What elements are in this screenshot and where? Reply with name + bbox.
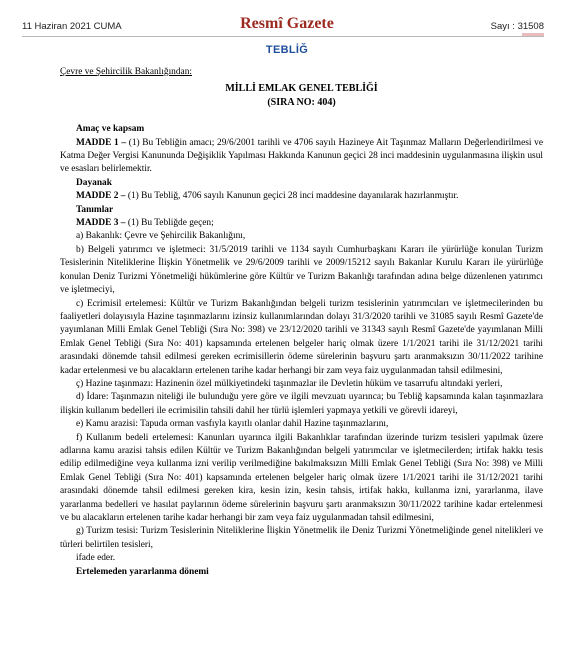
article-2-text: (1) Bu Tebliğ, 4706 sayılı Kanunun geçici 28 inci maddesine dayanılarak hazırlanmıştır. (125, 191, 459, 202)
closing-phrase: ifade eder. (76, 553, 116, 564)
definition-e: e) Kamu arazisi: Tapuda orman vasfıyla kayıtlı olanlar dahil Hazine taşınmazlarını, (76, 419, 389, 430)
header-divider (22, 36, 544, 37)
definition-f: f) Kullanım bedeli ertelemesi: Kanunları uyarınca ilgili Bakanlıklar tarafından üzerinde turizm tesisleri yapılmak üzere adlarına kamu arazisi tahsis edilen Kültür ve Turizm Bakanlığından belgeli yatırımcılar ve işletmecilerden; irtifak hakkı tesis edilip edilmediğine veya kullanma izni verilip verilmediğine bakılmaksızın Milli Emlak Genel Tebliği (Sıra No: 398) ve Milli Emlak Genel Tebliği (Sıra No: 401) kapsamında ertelenen belgeler hariç olmak üzere 1/1/2021 tarihi ile 31/12/2021 tarihi arasındaki dönemde tahsil edilmesi gereken kira, kesin izin, kesin tahsis, irtifak hakkı, kullanma izni, yararlanma, ilave yararlanma bedelleri ve hasılat paylarının ödeme sürelerinin başvuru şartı aranmaksızın 30/11/2022 tarihine kadar ertelenmesi ve bu alacakların ertelenen tarihe kadar herhangi bir zam veya faiz uygulanmadan tahsil edilmesini, (60, 432, 543, 523)
definition-a: a) Bakanlık: Çevre ve Şehircilik Bakanlığını, (76, 231, 246, 242)
definition-c: c) Ecrimisil ertelemesi: Kültür ve Turizm Bakanlığından belgeli turizm tesislerinin yatırımcıları ve işletmecilerinden bu faaliyetleri dolayısıyla Hazine taşınmazlarını izinsiz kullanımlarından dolayı 31/3/2020 tarihli ve 31085 sayılı Resmî Gazete'de yayımlanan Milli Emlak Genel Tebliği (Sıra No: 398) ve 23/12/2020 tarihli ve 31343 sayılı Resmî Gazete'de yayımlanan Milli Emlak Genel Tebliği (Sıra No: 401) kapsamında ertelenen belgeler hariç olmak üzere 1/1/2021 tarihi ile 31/12/2021 tarihi arasındaki dönemde tahsil edilmesi gereken ecrimisillerin ödeme sürelerinin başvuru şartı aranmaksızın 30/11/2022 tarihine kadar ertelenmesi ve bu alacakların ertelenen tarihe kadar herhangi bir zam veya faiz uygulanmadan tahsil edilmesini, (60, 298, 543, 376)
article-3-label: MADDE 3 – (76, 218, 126, 229)
heading-tanimlar: Tanımlar (76, 204, 114, 215)
heading-dayanak: Dayanak (76, 177, 112, 188)
issue-date: 11 Haziran 2021 CUMA (22, 21, 122, 32)
issuing-ministry: Çevre ve Şehircilik Bakanlığından: (60, 67, 192, 77)
document-body (60, 66, 543, 579)
definition-g: g) Turizm tesisi: Turizm Tesislerinin Niteliklerine İlişkin Yönetmelik ile Deniz Turizmi Yönetmeliğinde genel nitelikleri ve türleri belirtilen tesisleri, (60, 526, 543, 550)
document-title: MİLLİ EMLAK GENEL TEBLİĞİ (225, 83, 378, 95)
article-1 (60, 137, 543, 177)
section-title: TEBLİĞ (265, 44, 309, 56)
article-3-text: (1) Bu Tebliğde geçen; (125, 218, 214, 229)
definition-b: b) Belgeli yatırımcı ve işletmeci: 31/5/2019 tarihli ve 1134 sayılı Cumhurbaşkanı Kararı ile yürürlüğe konulan Turizm Tesislerinin Niteliklerine İlişkin Yönetmelik ve 29/6/2009 tarihli ve 2009/15212 sayılı Bakanlar Kurulu Kararı ile yürürlüğe konulan Deniz Turizmi Yönetmeliği hükümlerine göre Kültür ve Turizm Bakanlığı tarafından adına belge düzenlenen yatırımcı ve işletmeciyi, (60, 244, 543, 296)
heading-amac: Amaç ve kapsam (76, 124, 145, 135)
spacer (60, 109, 543, 123)
issue-number: Sayı : 31508 (490, 21, 544, 32)
article-1-text: (1) Bu Tebliğin amacı; 29/6/2001 tarihli ve 4706 sayılı Hazineye Ait Taşınmaz Malların Değerlendirilmesi ve Katma Değer Vergisi Kanununda Değişiklik Yapılması Hakkında Kanunun geçici 28 inci maddesinin uygulanmasına ilişkin usul ve esasları belirlemektir. (60, 137, 543, 175)
article-2 (60, 190, 543, 203)
definition-cc: ç) Hazine taşınmazı: Hazinenin özel mülkiyetindeki taşınmazlar ile Devletin hüküm ve tasarrufu altındaki yerleri, (76, 378, 503, 389)
gazette-header (0, 0, 574, 60)
definition-d: d) İdare: Taşınmazın niteliği ile bulunduğu yere göre ve ilgili mevzuatı uyarınca; bu Tebliğ kapsamında kalan taşınmazlara ilişkin kullanım bedelleri ile ecrimisilin tahsili dahil her türlü işlemleri yapmaya yetkili ve görevli idareyi, (60, 392, 543, 416)
gazette-title: Resmî Gazete (240, 15, 334, 32)
article-3 (60, 217, 543, 230)
article-1-label: MADDE 1 – (76, 137, 127, 148)
page-stamp-mark (522, 33, 544, 36)
document-number: (SIRA NO: 404) (267, 96, 336, 108)
article-2-label: MADDE 2 – (76, 191, 126, 202)
heading-next: Ertelemeden yararlanma dönemi (76, 566, 209, 577)
